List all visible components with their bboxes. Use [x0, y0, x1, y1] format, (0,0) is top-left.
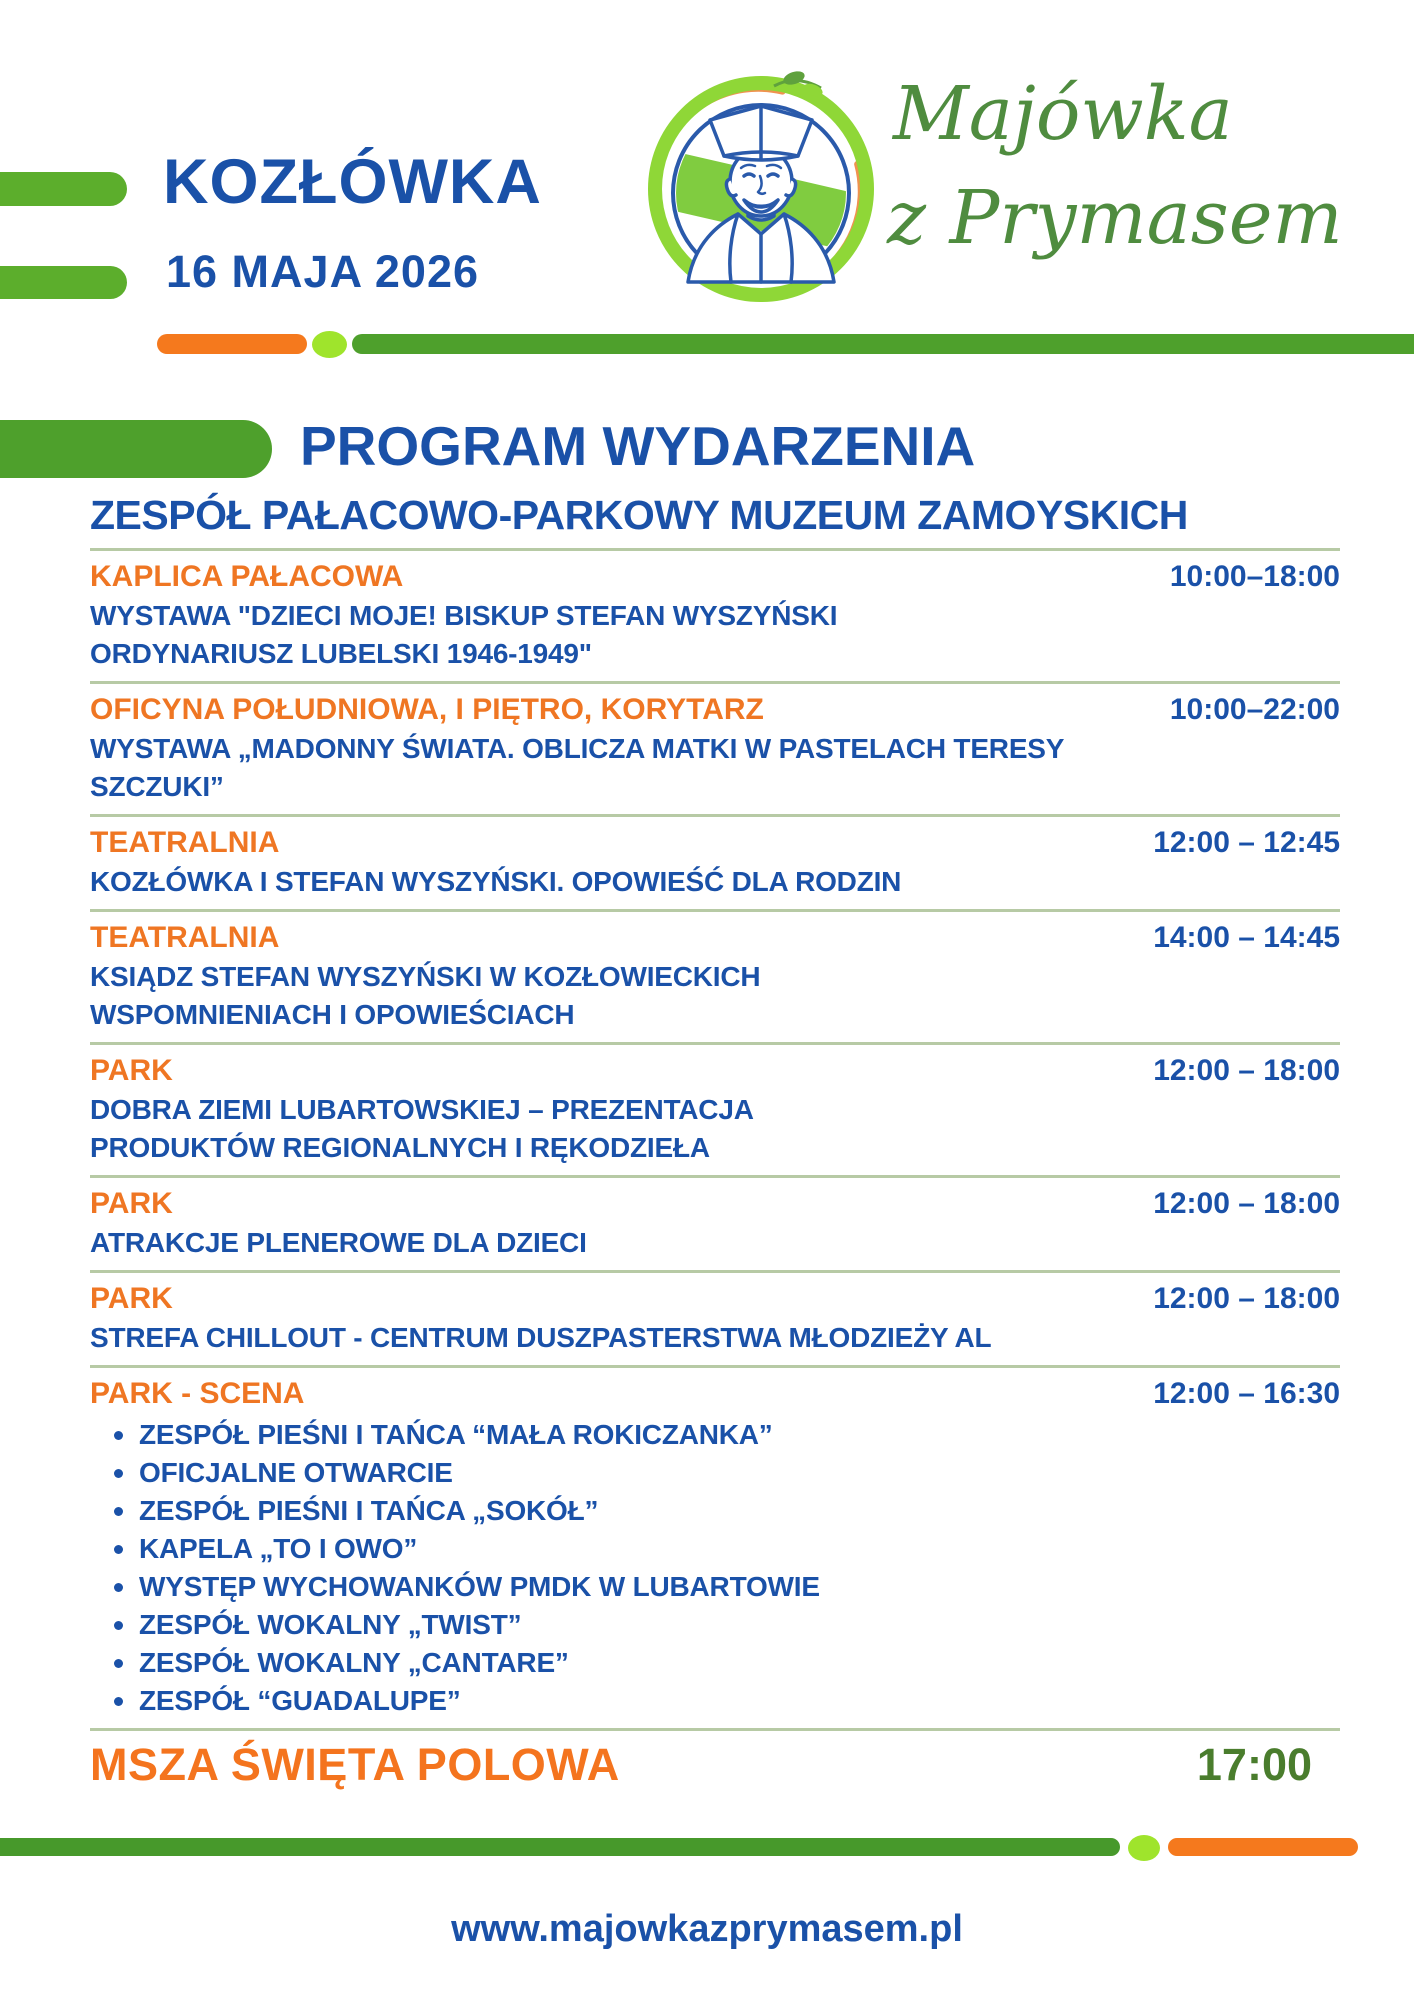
event-description-line: ATRAKCJE PLENEROWE DLA DZIECI	[90, 1227, 587, 1258]
event-description	[90, 1091, 1340, 1167]
venue-label: PARK	[90, 1282, 173, 1315]
event-description-line: DOBRA ZIEMI LUBARTOWSKIEJ – PREZENTACJA	[90, 1094, 754, 1125]
bottom-green-bar	[0, 1838, 1120, 1856]
schedule-row	[90, 681, 1340, 814]
schedule-row	[90, 814, 1340, 909]
bottom-orange-bar	[1168, 1838, 1358, 1856]
venue-label: KAPLICA PAŁACOWA	[90, 560, 404, 593]
program-heading-green-bar	[0, 420, 272, 478]
event-description-line: PRODUKTÓW REGIONALNYCH I RĘKODZIEŁA	[90, 1132, 710, 1163]
time-label: 12:00 – 16:30	[1153, 1377, 1340, 1410]
brand-script-name	[887, 62, 1393, 270]
mass-title: MSZA ŚWIĘTA POLOWA	[90, 1739, 620, 1790]
venue-label: PARK	[90, 1054, 173, 1087]
schedule-row	[90, 909, 1340, 1042]
performer-item: ZESPÓŁ WOKALNY „TWIST”	[114, 1606, 1340, 1644]
schedule-row	[90, 1175, 1340, 1270]
stage-performers-list	[90, 1416, 1340, 1720]
event-description-line: KOZŁÓWKA I STEFAN WYSZYŃSKI. OPOWIEŚĆ DLA RODZIN	[90, 866, 902, 897]
venue-label: TEATRALNIA	[90, 826, 280, 859]
performer-item: KAPELA „TO I OWO”	[114, 1530, 1340, 1568]
event-description	[90, 863, 1340, 901]
event-description-line: WYSTAWA „MADONNY ŚWIATA. OBLICZA MATKI W PASTELACH TERESY	[90, 733, 1065, 764]
program-title: PROGRAM WYDARZENIA	[300, 415, 976, 477]
schedule-row	[90, 548, 1340, 681]
divider-green-bar	[352, 334, 1414, 354]
location-title: KOZŁÓWKA	[163, 147, 542, 217]
time-label: 12:00 – 18:00	[1153, 1054, 1340, 1087]
schedule-row	[90, 1042, 1340, 1175]
prymas-logo-icon	[636, 64, 886, 314]
venue-label: PARK - SCENA	[90, 1377, 305, 1410]
event-description	[90, 730, 1340, 806]
time-label: 10:00–18:00	[1169, 560, 1340, 593]
event-description-line: STREFA CHILLOUT - CENTRUM DUSZPASTERSTWA MŁODZIEŻY AL	[90, 1322, 992, 1353]
time-label: 14:00 – 14:45	[1153, 921, 1340, 954]
event-description-line: KSIĄDZ STEFAN WYSZYŃSKI W KOZŁOWIECKICH	[90, 961, 761, 992]
event-description-line: ORDYNARIUSZ LUBELSKI 1946-1949"	[90, 638, 592, 669]
performer-item: ZESPÓŁ WOKALNY „CANTARE”	[114, 1644, 1340, 1682]
divider-green-dot	[312, 331, 347, 358]
time-label: 12:00 – 12:45	[1153, 826, 1340, 859]
event-description	[90, 597, 1340, 673]
mass-row	[90, 1728, 1340, 1791]
performer-item: ZESPÓŁ PIEŚNI I TAŃCA „SOKÓŁ”	[114, 1492, 1340, 1530]
performer-item: OFICJALNE OTWARCIE	[114, 1454, 1340, 1492]
performer-item: WYSTĘP WYCHOWANKÓW PMDK W LUBARTOWIE	[114, 1568, 1340, 1606]
performer-item: ZESPÓŁ PIEŚNI I TAŃCA “MAŁA ROKICZANKA”	[114, 1416, 1340, 1454]
venue-label: OFICYNA POŁUDNIOWA, I PIĘTRO, KORYTARZ	[90, 693, 764, 726]
header-green-bar-bottom	[0, 266, 127, 299]
event-description-line: WSPOMNIENIACH I OPOWIEŚCIACH	[90, 999, 575, 1030]
event-description-line: WYSTAWA "DZIECI MOJE! BISKUP STEFAN WYSZYŃSKI	[90, 600, 838, 631]
performer-item: ZESPÓŁ “GUADALUPE”	[114, 1682, 1340, 1720]
website-link[interactable]: www.majowkazprymasem.pl	[451, 1908, 963, 1950]
event-description	[90, 1319, 1340, 1357]
venue-label: TEATRALNIA	[90, 921, 280, 954]
event-description-line: SZCZUKI”	[90, 771, 224, 802]
time-label: 10:00–22:00	[1169, 693, 1340, 726]
header-green-bar-top	[0, 172, 127, 206]
event-date: 16 MAJA 2026	[166, 246, 480, 297]
section-title: ZESPÓŁ PAŁACOWO-PARKOWY MUZEUM ZAMOYSKICH	[90, 492, 1188, 538]
bottom-green-dot	[1128, 1835, 1160, 1861]
event-description	[90, 958, 1340, 1034]
schedule-row	[90, 1365, 1340, 1728]
event-description	[90, 1224, 1340, 1262]
schedule-list	[90, 548, 1340, 1791]
brand-line-1: Majówka	[893, 71, 1233, 157]
brand-line-2: z Prymasem	[887, 175, 1343, 261]
schedule-row	[90, 1270, 1340, 1365]
time-label: 12:00 – 18:00	[1153, 1282, 1340, 1315]
venue-label: PARK	[90, 1187, 173, 1220]
time-label: 12:00 – 18:00	[1153, 1187, 1340, 1220]
mass-time: 17:00	[1196, 1739, 1312, 1790]
divider-orange-bar	[157, 334, 307, 354]
